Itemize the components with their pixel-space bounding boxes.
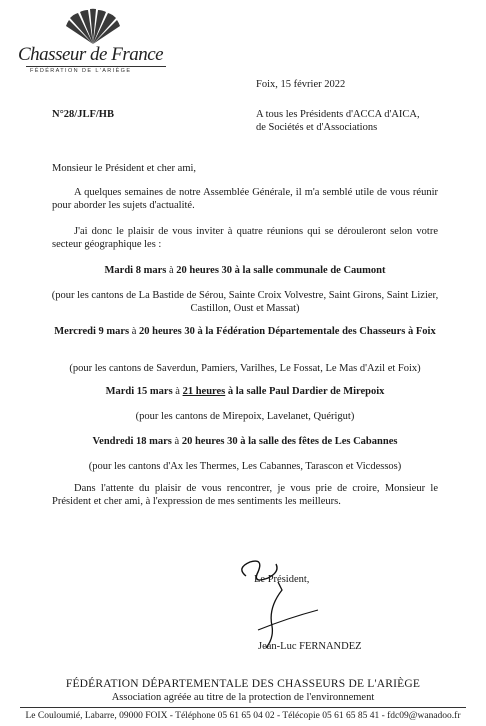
brand-subtitle: FÉDÉRATION DE L'ARIÈGE	[30, 68, 132, 74]
meeting-4-title: Vendredi 18 mars à 20 heures 30 à la salle des fêtes de Les Cabannes	[92, 436, 398, 447]
meeting-2-title: Mercredi 9 mars à 20 heures 30 à la Fédération Départementale des Chasseurs à Foix	[54, 326, 436, 337]
closing-paragraph: Dans l'attente du plaisir de vous rencontrer, je vous prie de croire, Monsieur le Président et cher ami, à l'expression de mes sentiments les meilleurs.	[52, 483, 438, 507]
recipient-line-2: de Sociétés et d'Associations	[256, 122, 378, 133]
meeting-4-cantons: (pour les cantons d'Ax les Thermes, Les Cabannes, Tarascon et Vicdessos)	[88, 461, 402, 472]
footer-address: Le Couloumié, Labarre, 09000 FOIX - Téléphone 05 61 65 04 02 - Télécopie 05 61 65 85 41 - fdc09@wanadoo.fr	[25, 711, 461, 721]
fan-emblem-icon	[64, 8, 122, 46]
footer-tagline: Association agréée au titre de la protection de l'environnement	[111, 692, 375, 703]
footer-organization: FÉDÉRATION DÉPARTEMENTALE DES CHASSEURS DE L'ARIÈGE	[65, 678, 421, 690]
paragraph-invitation: J'ai donc le plaisir de vous inviter à quatre réunions qui se dérouleront selon votre secteur géographique les :	[52, 226, 438, 250]
brand-name: Chasseur de France	[18, 44, 164, 65]
signature-role: Le Président,	[254, 574, 310, 585]
meeting-3-title: Mardi 15 mars à 21 heures à la salle Paul Dardier de Mirepoix	[105, 386, 385, 397]
logo-rule	[26, 66, 166, 67]
greeting: Monsieur le Président et cher ami,	[52, 163, 197, 174]
meeting-3-cantons: (pour les cantons de Mirepoix, Lavelanet, Quérigut)	[135, 411, 355, 422]
recipient-line-1: A tous les Présidents d'ACCA d'AICA,	[256, 109, 420, 120]
meeting-1-title: Mardi 8 mars à 20 heures 30 à la salle communale de Caumont	[104, 265, 386, 276]
meeting-2-cantons: (pour les cantons de Saverdun, Pamiers, Varilhes, Le Fossat, Le Mas d'Azil et Foix)	[69, 363, 421, 374]
meeting-1-cantons: (pour les cantons de La Bastide de Sérou, Sainte Croix Volvestre, Saint Girons, Saint Lizier, Castillon, Oust et Massat)	[51, 290, 439, 314]
signature-name: Jean-Luc FERNANDEZ	[258, 641, 362, 652]
letter-date: Foix, 15 février 2022	[256, 79, 346, 90]
footer-divider	[20, 707, 466, 708]
letterhead-logo	[12, 8, 172, 74]
letter-reference: N°28/JLF/HB	[52, 109, 114, 120]
paragraph-intro: A quelques semaines de notre Assemblée Générale, il m'a semblé utile de vous réunir pour aborder les sujets d'actualité.	[52, 187, 438, 211]
